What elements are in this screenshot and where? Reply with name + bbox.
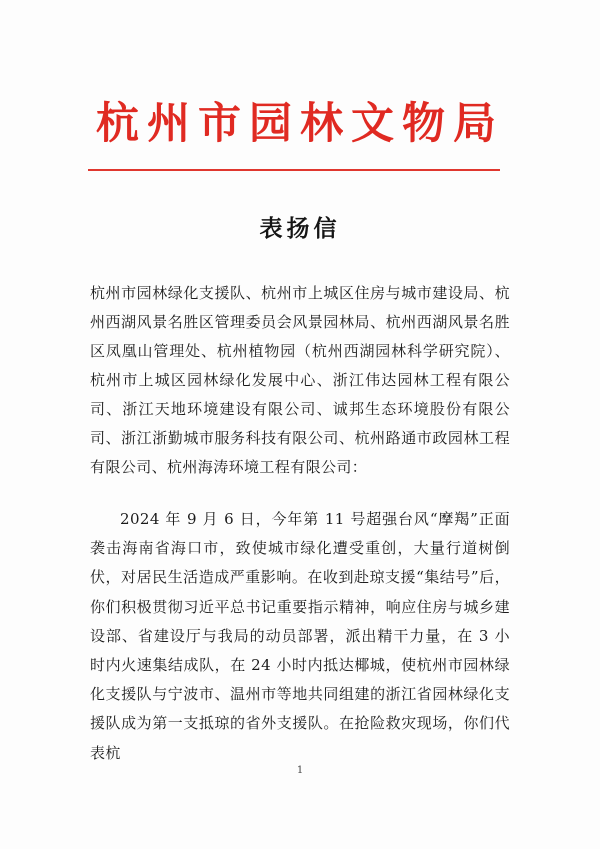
document-title: 表扬信 bbox=[259, 215, 341, 242]
body-paragraph: 2024 年 9 月 6 日，今年第 11 号超强台风“摩羯”正面袭击海南省海口市，致使城市绿化遭受重创，大量行道树倒伏，对居民生活造成严重影响。在收到赴琼支援“集结号”后，你们积极贯彻习近平总书记重要指示精神，响应住房与城乡建设部、省建设厅与我局的动员部署，派出精干力量，在 3 小时内火速集结成队，在 24 小时内抵达椰城，使杭州市园林绿化支援队与宁波市、温州市等地共同组建的浙江省园林绿化支援队成为第一支抵琼的省外支援队。在抢险救灾现场，你们代表杭 bbox=[90, 510, 510, 762]
letterhead-title: 杭州市园林文物局 bbox=[96, 99, 504, 149]
letterhead-red-rule bbox=[88, 169, 500, 171]
page-number: 1 bbox=[296, 765, 304, 776]
addressee-paragraph: 杭州市园林绿化支援队、杭州市上城区住房与城市建设局、杭州西湖风景名胜区管理委员会风景园林局、杭州西湖风景名胜区凤凰山管理处、杭州植物园（杭州西湖园林科学研究院）、杭州市上城区园林绿化发展中心、浙江伟达园林工程有限公司、浙江天地环境建设有限公司、诚邦生态环境股份有限公司、浙江浙勤城市服务科技有限公司、杭州路通市政园林工程有限公司、杭州海涛环境工程有限公司： bbox=[90, 284, 510, 476]
